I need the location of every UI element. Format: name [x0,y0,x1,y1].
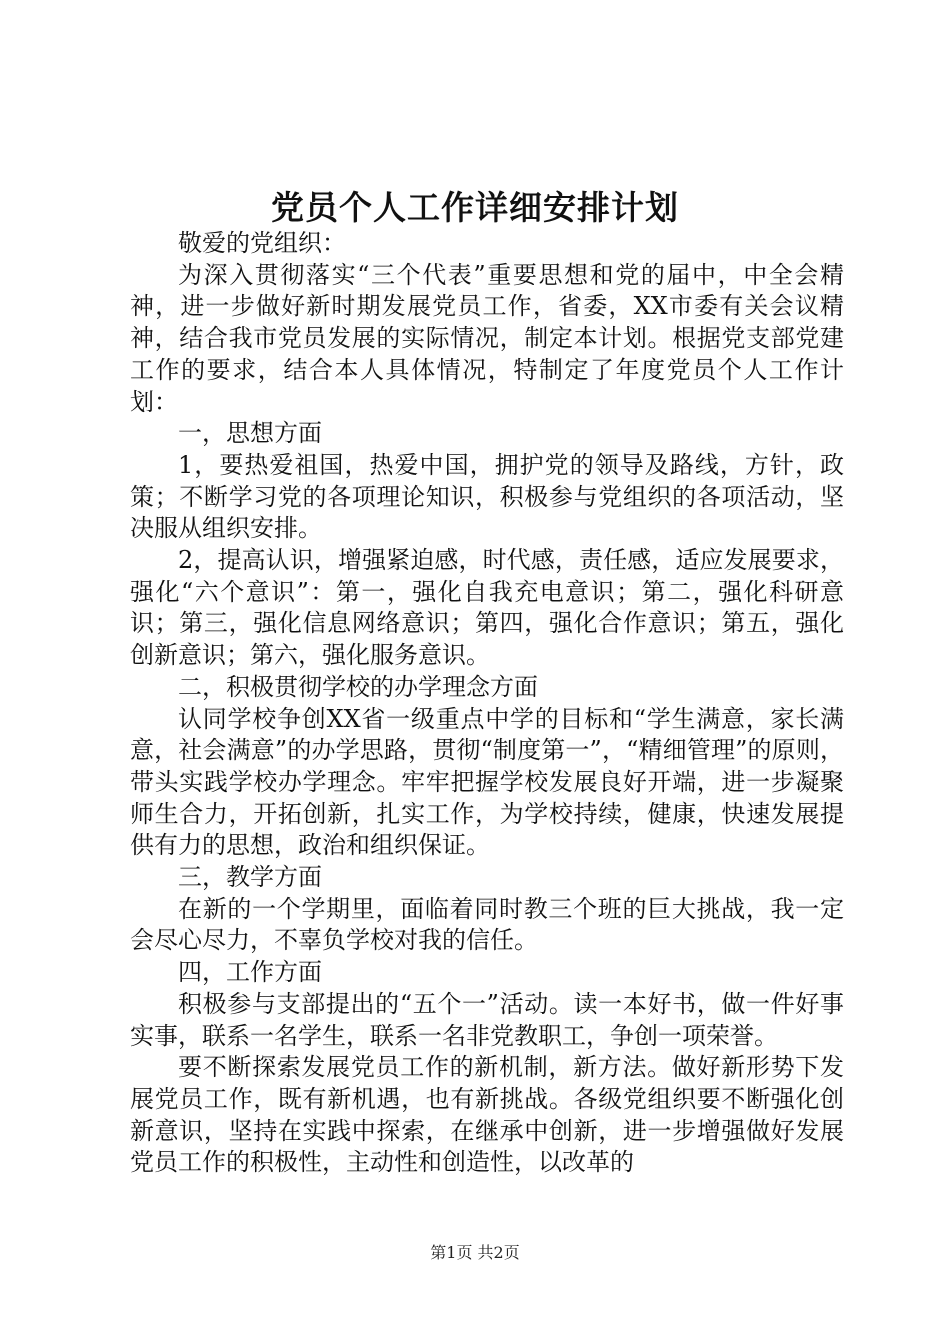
section-heading-thought: 一，思想方面 [178,419,322,448]
work-paragraph-1: 积极参与支部提出的“五个一”活动。读一本好书，做一件好事实事，联系一名学生，联系一名非党教职工，争创一项荣誉。 [130,989,844,1050]
section-heading-teaching: 三，教学方面 [178,863,322,892]
document-title: 党员个人工作详细安排计划 [271,188,679,227]
teaching-paragraph: 在新的一个学期里，面临着同时教三个班的巨大挑战，我一定会尽心尽力，不辜负学校对我的信任。 [130,894,844,955]
section-heading-work: 四，工作方面 [178,958,322,987]
thought-item-2: 2，提高认识，增强紧迫感，时代感，责任感，适应发展要求，强化“六个意识”：第一，强化自我充电意识；第二，强化科研意识；第三，强化信息网络意识；第四，强化合作意识；第五，强化创新意识；第六，强化服务意识。 [130,546,844,670]
page-number-footer: 第1页 共2页 [430,1243,520,1262]
section-heading-school-philosophy: 二，积极贯彻学校的办学理念方面 [178,672,538,701]
thought-item-1: 1，要热爱祖国，热爱中国，拥护党的领导及路线，方针，政策；不断学习党的各项理论知识，积极参与党组织的各项活动，坚决服从组织安排。 [130,450,844,543]
work-paragraph-2: 要不断探索发展党员工作的新机制，新方法。做好新形势下发展党员工作，既有新机遇，也有新挑战。各级党组织要不断强化创新意识，坚持在实践中探索，在继承中创新，进一步增强做好发展党员工作的积极性，主动性和创造性，以改革的 [130,1053,844,1177]
intro-paragraph: 为深入贯彻落实“三个代表”重要思想和党的届中，中全会精神，进一步做好新时期发展党员工作，省委，XX市委有关会议精神，结合我市党员发展的实际情况，制定本计划。根据党支部党建工作的要求，结合本人具体情况，特制定了年度党员个人工作计划： [130,260,844,416]
school-philosophy-paragraph: 认同学校争创XX省一级重点中学的目标和“学生满意，家长满意，社会满意”的办学思路，贯彻“制度第一”，“精细管理”的原则，带头实践学校办学理念。牢牢把握学校发展良好开端，进一步凝聚师生合力，开拓创新，扎实工作，为学校持续，健康，快速发展提供有力的思想，政治和组织保证。 [130,704,844,860]
salutation: 敬爱的党组织： [178,229,346,257]
document-body [130,228,844,1179]
